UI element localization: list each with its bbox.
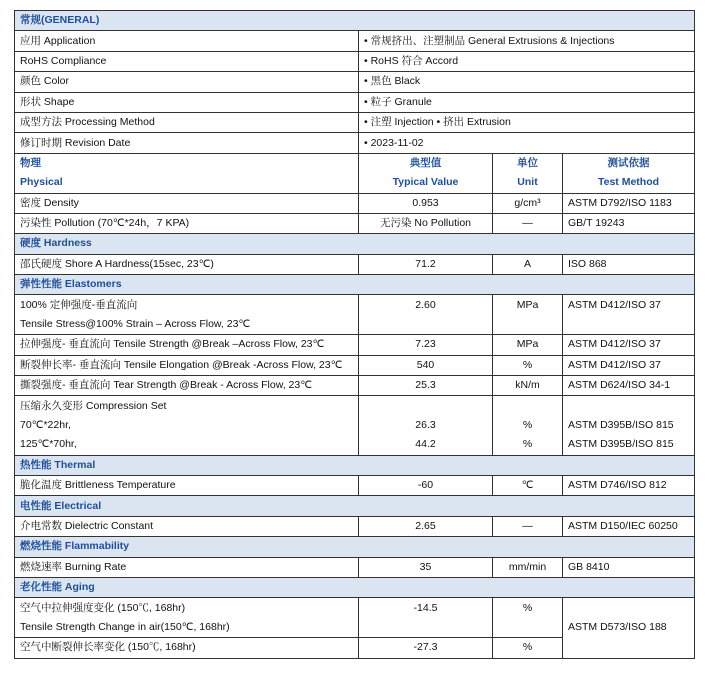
row-value: -14.5	[359, 598, 493, 618]
row-label: 撕裂强度- 垂直流向 Tear Strength @Break - Across Flow, 23℃	[15, 376, 359, 396]
row-label: 脆化温度 Brittleness Temperature	[15, 475, 359, 495]
table-row	[15, 475, 695, 495]
row-method: GB 8410	[563, 557, 695, 577]
row-label: 空气中拉伸强度变化 (150℃, 168hr)	[15, 598, 359, 618]
row-unit: mm/min	[493, 557, 563, 577]
row-label: 成型方法 Processing Method	[15, 112, 359, 132]
row-label: Tensile Strength Change in air(150℃, 168hr)	[15, 618, 359, 638]
row-method: GB/T 19243	[563, 213, 695, 233]
table-row	[15, 72, 695, 92]
row-label: 颜色 Color	[15, 72, 359, 92]
row-value: • 黑色 Black	[359, 72, 695, 92]
table-row	[15, 31, 695, 51]
row-unit: %	[493, 638, 563, 658]
header-value-cn: 典型值	[359, 153, 493, 173]
row-label: 断裂伸长率- 垂直流向 Tensile Elongation @Break -Across Flow, 23℃	[15, 355, 359, 375]
row-value: 71.2	[359, 254, 493, 274]
column-header-en	[15, 173, 695, 193]
header-physical-en: Physical	[15, 173, 359, 193]
row-unit: ℃	[493, 475, 563, 495]
row-unit: %	[493, 416, 563, 435]
property-table	[14, 10, 695, 659]
table-row	[15, 254, 695, 274]
row-value: -60	[359, 475, 493, 495]
row-value: 2.60	[359, 295, 493, 315]
row-method: ASTM D746/ISO 812	[563, 475, 695, 495]
row-value: 26.3	[359, 416, 493, 435]
row-label: 密度 Density	[15, 193, 359, 213]
row-value: 35	[359, 557, 493, 577]
row-label: 污染性 Pollution (70℃*24h，7 KPA)	[15, 213, 359, 233]
header-physical-cn: 物理	[15, 153, 359, 173]
row-label: 70℃*22hr,	[15, 416, 359, 435]
row-value: -27.3	[359, 638, 493, 658]
row-method: ASTM D573/ISO 188	[563, 598, 695, 658]
row-method: ASTM D624/ISO 34-1	[563, 376, 695, 396]
row-label: 应用 Application	[15, 31, 359, 51]
header-unit-cn: 单位	[493, 153, 563, 173]
row-label: Tensile Stress@100% Strain – Across Flow, 23℃	[15, 315, 359, 335]
section-title: 老化性能 Aging	[15, 577, 695, 597]
row-method: ASTM D412/ISO 37	[563, 295, 695, 315]
row-unit: g/cm³	[493, 193, 563, 213]
table-row	[15, 598, 695, 618]
row-label: 压缩永久变形 Compression Set	[15, 396, 359, 416]
row-label: RoHS Compliance	[15, 51, 359, 71]
header-value-en: Typical Value	[359, 173, 493, 193]
row-unit: kN/m	[493, 376, 563, 396]
row-value: • 2023-11-02	[359, 133, 695, 153]
row-value: • 常规挤出、注塑制品 General Extrusions & Injections	[359, 31, 695, 51]
row-unit: —	[493, 516, 563, 536]
table-row	[15, 112, 695, 132]
row-label: 拉伸强度- 垂直流向 Tensile Strength @Break –Across Flow, 23℃	[15, 335, 359, 355]
header-method-en: Test Method	[563, 173, 695, 193]
table-row	[15, 355, 695, 375]
section-title: 弹性性能 Elastomers	[15, 275, 695, 295]
section-general	[15, 11, 695, 31]
row-label: 邵氏硬度 Shore A Hardness(15sec, 23℃)	[15, 254, 359, 274]
row-label: 100% 定伸强度-垂直流向	[15, 295, 359, 315]
table-row	[15, 213, 695, 233]
row-method: ASTM D150/IEC 60250	[563, 516, 695, 536]
section-title: 硬度 Hardness	[15, 234, 695, 254]
section-thermal	[15, 455, 695, 475]
row-value: 7.23	[359, 335, 493, 355]
row-unit: MPa	[493, 335, 563, 355]
row-label: 燃烧速率 Burning Rate	[15, 557, 359, 577]
row-value: 2.65	[359, 516, 493, 536]
row-method: ASTM D792/ISO 1183	[563, 193, 695, 213]
row-method: ISO 868	[563, 254, 695, 274]
row-label: 修订时期 Revision Date	[15, 133, 359, 153]
section-aging	[15, 577, 695, 597]
table-row	[15, 416, 695, 435]
row-label: 介电常数 Dielectric Constant	[15, 516, 359, 536]
table-row	[15, 315, 695, 335]
row-value: 25.3	[359, 376, 493, 396]
table-row	[15, 295, 695, 315]
section-title: 电性能 Electrical	[15, 496, 695, 516]
table-row	[15, 193, 695, 213]
table-row	[15, 435, 695, 455]
section-title: 燃烧性能 Flammability	[15, 537, 695, 557]
row-value: 无污染 No Pollution	[359, 213, 493, 233]
table-row	[15, 376, 695, 396]
row-value: • 注塑 Injection • 挤出 Extrusion	[359, 112, 695, 132]
row-value: 44.2	[359, 435, 493, 455]
section-title: 热性能 Thermal	[15, 455, 695, 475]
table-row	[15, 516, 695, 536]
column-header-cn	[15, 153, 695, 173]
row-unit: —	[493, 213, 563, 233]
row-value: 540	[359, 355, 493, 375]
row-method: ASTM D395B/ISO 815	[563, 416, 695, 435]
row-value: • RoHS 符合 Accord	[359, 51, 695, 71]
row-value: • 粒子 Granule	[359, 92, 695, 112]
table-row	[15, 396, 695, 416]
row-value: 0.953	[359, 193, 493, 213]
section-flammability	[15, 537, 695, 557]
section-hardness	[15, 234, 695, 254]
header-unit-en: Unit	[493, 173, 563, 193]
table-row	[15, 133, 695, 153]
section-electrical	[15, 496, 695, 516]
row-label: 空气中断裂伸长率变化 (150℃, 168hr)	[15, 638, 359, 658]
row-unit: MPa	[493, 295, 563, 315]
section-title: 常规(GENERAL)	[15, 11, 695, 31]
table-row	[15, 335, 695, 355]
row-unit: %	[493, 598, 563, 618]
table-row	[15, 51, 695, 71]
row-method: ASTM D412/ISO 37	[563, 335, 695, 355]
row-method: ASTM D412/ISO 37	[563, 355, 695, 375]
row-unit: %	[493, 435, 563, 455]
section-elastomers	[15, 275, 695, 295]
header-method-cn: 测试依据	[563, 153, 695, 173]
row-unit: A	[493, 254, 563, 274]
row-label: 形状 Shape	[15, 92, 359, 112]
row-label: 125℃*70hr,	[15, 435, 359, 455]
row-method: ASTM D395B/ISO 815	[563, 435, 695, 455]
table-row	[15, 557, 695, 577]
table-row	[15, 92, 695, 112]
row-unit: %	[493, 355, 563, 375]
